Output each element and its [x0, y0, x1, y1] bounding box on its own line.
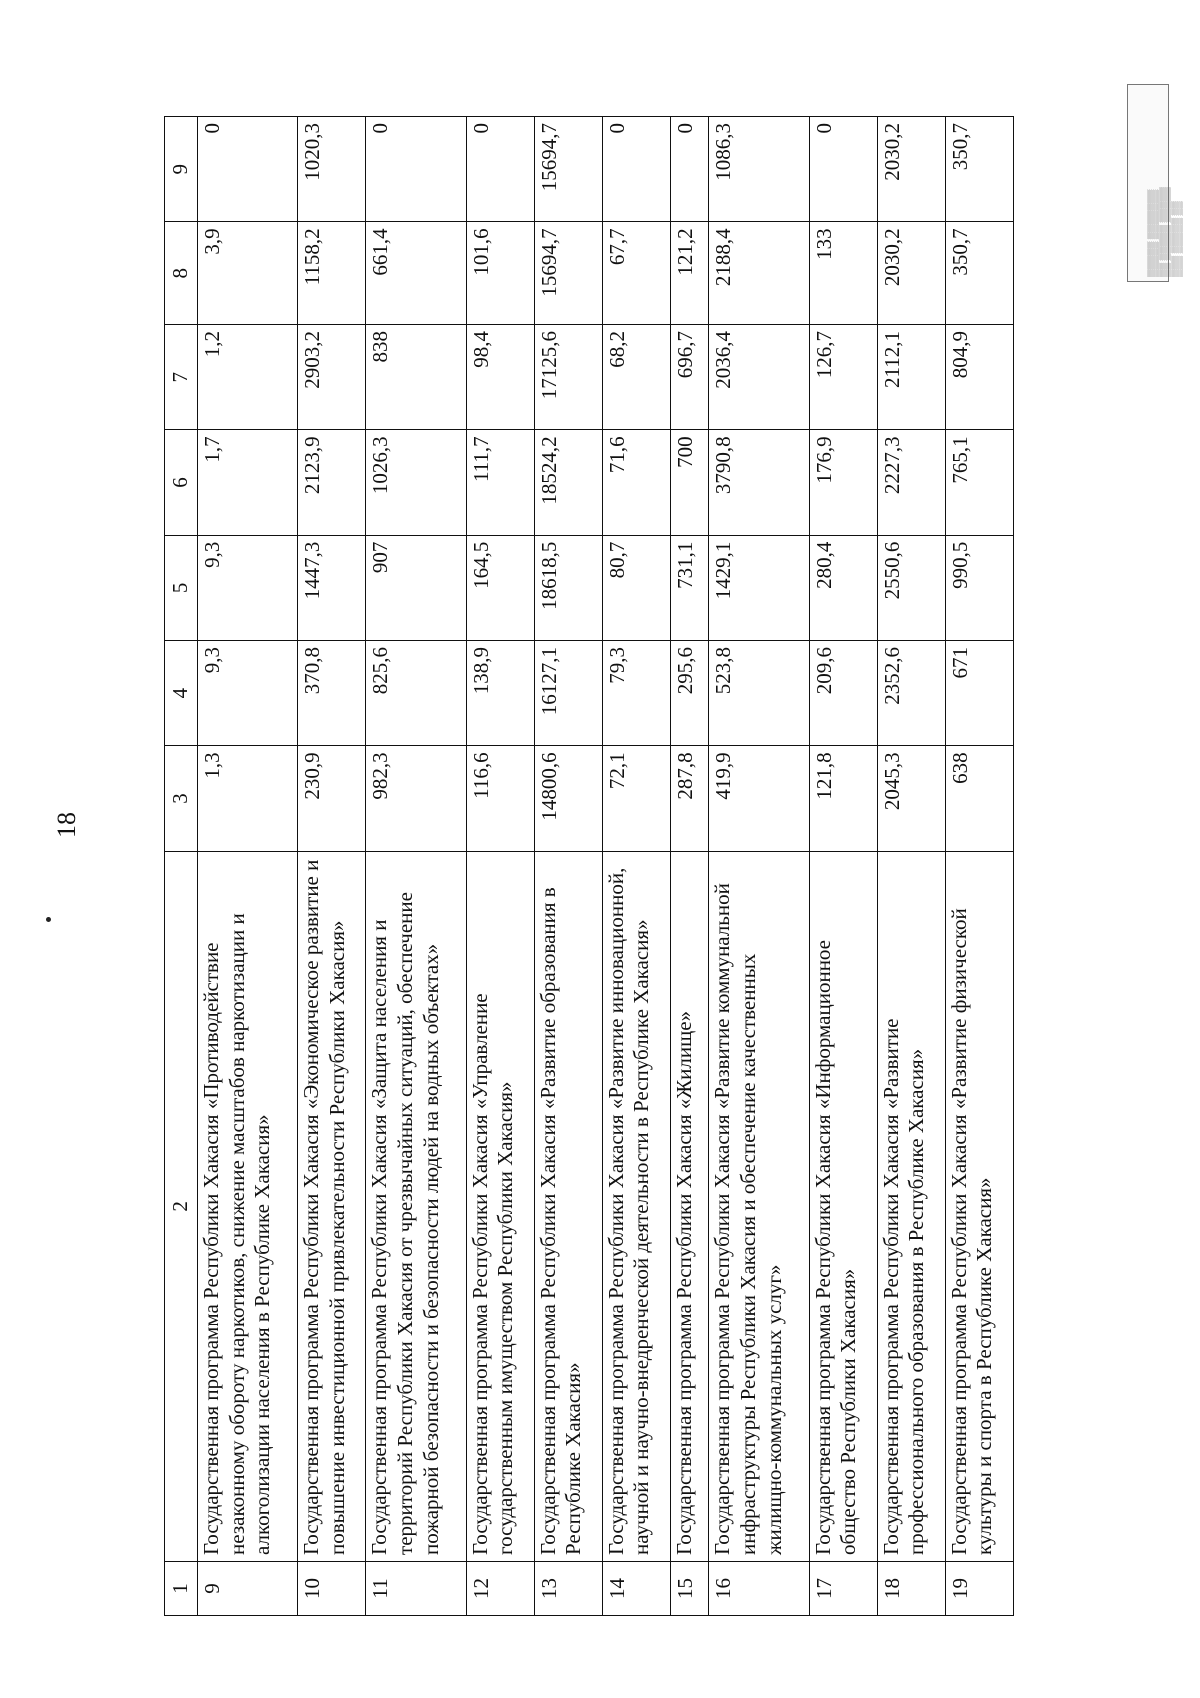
value-cell-col-8: 350,7 — [945, 222, 1013, 325]
value-cell-col-8: 661,4 — [366, 222, 466, 325]
value-cell-col-3: 121,8 — [809, 746, 877, 851]
value-cell-col-6: 1026,3 — [366, 430, 466, 535]
value-cell-col-7: 2903,2 — [298, 325, 366, 430]
value-cell-col-3: 419,9 — [709, 746, 809, 851]
value-cell-col-9: 2030,2 — [877, 117, 945, 222]
row-number: 16 — [709, 1561, 809, 1615]
value-cell-col-5: 731,1 — [670, 535, 708, 640]
value-cell-col-9: 350,7 — [945, 117, 1013, 222]
value-cell-col-6: 765,1 — [945, 430, 1013, 535]
value-cell-col-5: 9,3 — [198, 535, 298, 640]
row-number: 18 — [877, 1561, 945, 1615]
value-cell-col-3: 1,3 — [198, 746, 298, 851]
stray-dot — [46, 917, 51, 922]
value-cell-col-8: 3,9 — [198, 222, 298, 325]
table-container — [164, 116, 1014, 1616]
value-cell-col-6: 2123,9 — [298, 430, 366, 535]
value-cell-col-6: 111,7 — [466, 430, 534, 535]
program-name: Государственная программа Республики Хакасия «Экономическое развитие и повышение инвестиционной привлекательности Республики Хакасия» — [298, 851, 366, 1561]
row-number: 12 — [466, 1561, 534, 1615]
value-cell-col-5: 2550,6 — [877, 535, 945, 640]
value-cell-col-5: 907 — [366, 535, 466, 640]
value-cell-col-7: 1,2 — [198, 325, 298, 430]
value-cell-col-4: 523,8 — [709, 641, 809, 746]
value-cell-col-8: 2188,4 — [709, 222, 809, 325]
value-cell-col-4: 16127,1 — [534, 641, 602, 746]
value-cell-col-8: 2030,2 — [877, 222, 945, 325]
value-cell-col-3: 287,8 — [670, 746, 708, 851]
row-number: 11 — [366, 1561, 466, 1615]
column-header-5: 5 — [165, 535, 198, 640]
value-cell-col-6: 18524,2 — [534, 430, 602, 535]
column-header-9: 9 — [165, 117, 198, 222]
value-cell-col-9: 1086,3 — [709, 117, 809, 222]
program-name: Государственная программа Республики Хакасия «Информационное общество Республики Хакасия» — [809, 851, 877, 1561]
value-cell-col-9: 0 — [670, 117, 708, 222]
table-header-row — [165, 117, 198, 1616]
row-number: 9 — [198, 1561, 298, 1615]
row-number: 15 — [670, 1561, 708, 1615]
value-cell-col-7: 2112,1 — [877, 325, 945, 430]
column-header-3: 3 — [165, 746, 198, 851]
table-body — [198, 117, 1014, 1616]
value-cell-col-7: 838 — [366, 325, 466, 430]
value-cell-col-5: 80,7 — [602, 535, 670, 640]
value-cell-col-9: 0 — [602, 117, 670, 222]
value-cell-col-7: 804,9 — [945, 325, 1013, 430]
value-cell-col-9: 0 — [466, 117, 534, 222]
table-row — [945, 117, 1013, 1616]
table-row — [670, 117, 708, 1616]
value-cell-col-4: 138,9 — [466, 641, 534, 746]
value-cell-col-6: 2227,3 — [877, 430, 945, 535]
row-number: 14 — [602, 1561, 670, 1615]
column-header-4: 4 — [165, 641, 198, 746]
value-cell-col-4: 295,6 — [670, 641, 708, 746]
value-cell-col-4: 79,3 — [602, 641, 670, 746]
value-cell-col-3: 72,1 — [602, 746, 670, 851]
program-name: Государственная программа Республики Хакасия «Развитие коммунальной инфраструктуры Республики Хакасия и обеспечение качественных жилищно-коммунальных услуг» — [709, 851, 809, 1561]
value-cell-col-9: 0 — [809, 117, 877, 222]
value-cell-col-9: 0 — [366, 117, 466, 222]
value-cell-col-8: 133 — [809, 222, 877, 325]
program-name: Государственная программа Республики Хакасия «Противодействие незаконному обороту наркотиков, снижение масштабов наркотизации и алкоголизации населения в Республике Хакасия» — [198, 851, 298, 1561]
column-header-8: 8 — [165, 222, 198, 325]
table-row — [709, 117, 809, 1616]
value-cell-col-7: 126,7 — [809, 325, 877, 430]
value-cell-col-6: 3790,8 — [709, 430, 809, 535]
value-cell-col-7: 17125,6 — [534, 325, 602, 430]
table-row — [198, 117, 298, 1616]
value-cell-col-7: 2036,4 — [709, 325, 809, 430]
value-cell-col-6: 176,9 — [809, 430, 877, 535]
column-header-7: 7 — [165, 325, 198, 430]
value-cell-col-3: 116,6 — [466, 746, 534, 851]
value-cell-col-9: 0 — [198, 117, 298, 222]
value-cell-col-4: 370,8 — [298, 641, 366, 746]
value-cell-col-3: 2045,3 — [877, 746, 945, 851]
value-cell-col-4: 825,6 — [366, 641, 466, 746]
value-cell-col-5: 164,5 — [466, 535, 534, 640]
value-cell-col-8: 67,7 — [602, 222, 670, 325]
value-cell-col-4: 9,3 — [198, 641, 298, 746]
program-name: Государственная программа Республики Хакасия «Защита населения и территорий Республики Хакасия от чрезвычайных ситуаций, обеспечение пожарной безопасности и безопасности людей на водных объектах» — [366, 851, 466, 1561]
table-row — [809, 117, 877, 1616]
program-name: Государственная программа Республики Хакасия «Развитие физической культуры и спорта в Республике Хакасия» — [945, 851, 1013, 1561]
row-number: 10 — [298, 1561, 366, 1615]
column-header-6: 6 — [165, 430, 198, 535]
column-header-2: 2 — [165, 851, 198, 1561]
table-row — [298, 117, 366, 1616]
program-name: Государственная программа Республики Хакасия «Развитие профессионального образования в Республике Хакасия» — [877, 851, 945, 1561]
table-row — [534, 117, 602, 1616]
value-cell-col-8: 1158,2 — [298, 222, 366, 325]
value-cell-col-8: 121,2 — [670, 222, 708, 325]
table-row — [466, 117, 534, 1616]
value-cell-col-4: 671 — [945, 641, 1013, 746]
document-stamp — [1127, 84, 1183, 282]
value-cell-col-5: 1447,3 — [298, 535, 366, 640]
budget-table — [164, 116, 1014, 1616]
value-cell-col-3: 638 — [945, 746, 1013, 851]
value-cell-col-7: 68,2 — [602, 325, 670, 430]
value-cell-col-3: 14800,6 — [534, 746, 602, 851]
table-row — [366, 117, 466, 1616]
value-cell-col-5: 18618,5 — [534, 535, 602, 640]
row-number: 17 — [809, 1561, 877, 1615]
program-name: Государственная программа Республики Хакасия «Развитие образования в Республике Хакасия» — [534, 851, 602, 1561]
value-cell-col-5: 990,5 — [945, 535, 1013, 640]
value-cell-col-3: 230,9 — [298, 746, 366, 851]
value-cell-col-9: 1020,3 — [298, 117, 366, 222]
value-cell-col-6: 1,7 — [198, 430, 298, 535]
program-name: Государственная программа Республики Хакасия «Жилище» — [670, 851, 708, 1561]
row-number: 19 — [945, 1561, 1013, 1615]
stamp-text: ▒▒▒▒▒ ▒▒▒▒▒▒▒ ▒▒ ▒▒▒▒▒ ▒▒▒▒▒ ▒▒▒ ▒▒▒▒▒ ▒▒ — [1148, 186, 1183, 277]
value-cell-col-4: 209,6 — [809, 641, 877, 746]
value-cell-col-6: 71,6 — [602, 430, 670, 535]
value-cell-col-5: 280,4 — [809, 535, 877, 640]
row-number: 13 — [534, 1561, 602, 1615]
program-name: Государственная программа Республики Хакасия «Развитие инновационной, научной и научно-внедренческой деятельности в Республике Хакасия» — [602, 851, 670, 1561]
value-cell-col-8: 15694,7 — [534, 222, 602, 325]
value-cell-col-4: 2352,6 — [877, 641, 945, 746]
table-row — [602, 117, 670, 1616]
value-cell-col-6: 700 — [670, 430, 708, 535]
value-cell-col-9: 15694,7 — [534, 117, 602, 222]
value-cell-col-7: 696,7 — [670, 325, 708, 430]
value-cell-col-7: 98,4 — [466, 325, 534, 430]
column-header-1: 1 — [165, 1561, 198, 1615]
value-cell-col-5: 1429,1 — [709, 535, 809, 640]
value-cell-col-3: 982,3 — [366, 746, 466, 851]
page-number: 18 — [52, 812, 81, 838]
value-cell-col-8: 101,6 — [466, 222, 534, 325]
program-name: Государственная программа Республики Хакасия «Управление государственным имуществом Республики Хакасия» — [466, 851, 534, 1561]
table-row — [877, 117, 945, 1616]
